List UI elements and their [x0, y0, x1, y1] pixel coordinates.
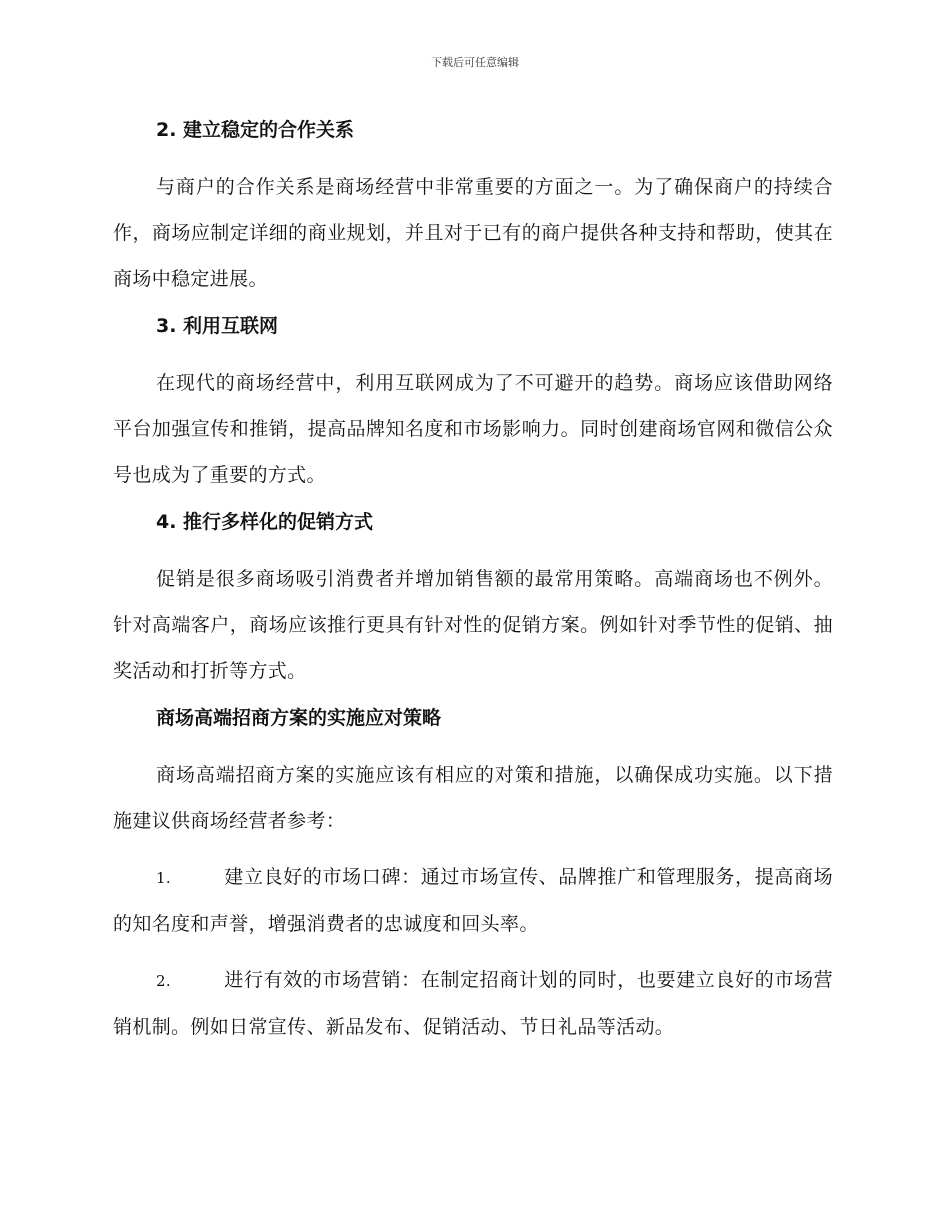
- section-heading-4: 4. 推行多样化的促销方式: [156, 511, 374, 533]
- list-item: [113, 854, 833, 947]
- section-heading-3: 3. 利用互联网: [156, 315, 279, 337]
- section-paragraph-3: 在现代的商场经营中，利用互联网成为了不可避开的趋势。商场应该借助网络平台加强宣传和推销，提高品牌知名度和市场影响力。同时创建商场官网和微信公众号也成为了重要的方式。: [113, 372, 833, 486]
- section-paragraph-2: 与商户的合作关系是商场经营中非常重要的方面之一。为了确保商户的持续合作，商场应制定详细的商业规划，并且对于已有的商户提供各种支持和帮助，使其在商场中稳定进展。: [113, 176, 833, 290]
- list-item-text: 进行有效的市场营销：在制定招商计划的同时，也要建立良好的市场营销机制。例如日常宣传、新品发布、促销活动、节日礼品等活动。: [113, 969, 833, 1038]
- section-paragraph-4: 促销是很多商场吸引消费者并增加销售额的最常用策略。高端商场也不例外。针对高端客户，商场应该推行更具有针对性的促销方案。例如针对季节性的促销、抽奖活动和打折等方式。: [113, 568, 833, 682]
- list-item-text: 建立良好的市场口碑：通过市场宣传、品牌推广和管理服务，提高商场的知名度和声誉，增强消费者的忠诚度和回头率。: [113, 866, 833, 935]
- list-item: [113, 957, 833, 1050]
- document-body: [113, 116, 833, 1060]
- list-item-number: 1.: [156, 869, 172, 887]
- section-heading-2: 2. 建立稳定的合作关系: [156, 119, 355, 141]
- section-heading-strategy: 商场高端招商方案的实施应对策略: [156, 707, 442, 729]
- section-paragraph-strategy: 商场高端招商方案的实施应该有相应的对策和措施，以确保成功实施。以下措施建议供商场经营者参考：: [113, 764, 833, 832]
- page-header: 下载后可任意编辑: [431, 56, 519, 69]
- list-item-number: 2.: [156, 972, 172, 990]
